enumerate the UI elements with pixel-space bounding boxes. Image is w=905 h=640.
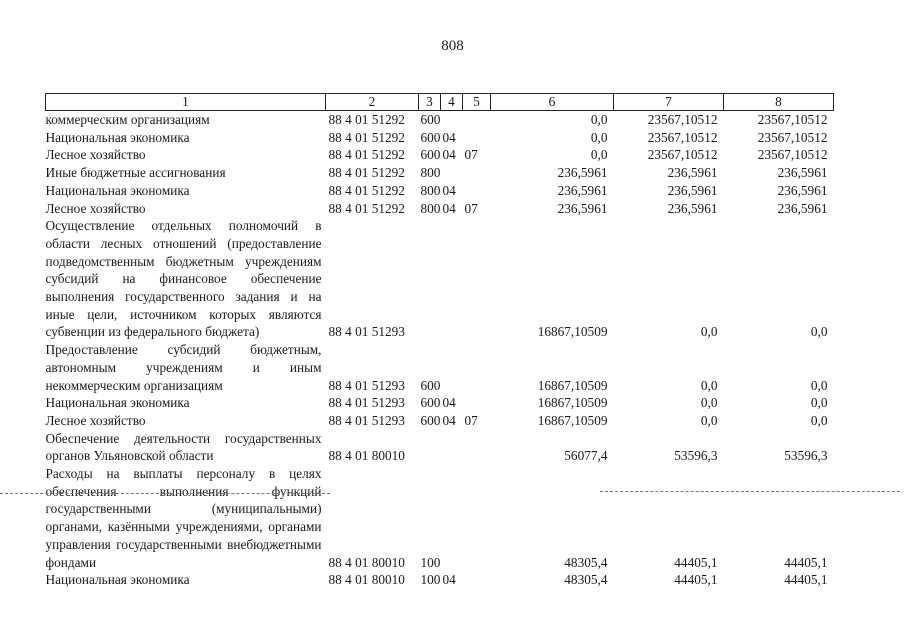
table-row <box>46 571 834 589</box>
row-expense-type: 100 <box>420 572 441 588</box>
header-col-1: 1 <box>46 94 326 111</box>
row-name: Обеспечение деятельности государственных органов Ульяновской области <box>45 430 322 464</box>
header-col-2: 2 <box>326 94 419 111</box>
row-name: Лесное хозяйство <box>45 147 146 163</box>
row-value-7: 0,0 <box>700 377 718 393</box>
table-row <box>46 146 834 164</box>
row-expense-type: 600 <box>420 129 441 145</box>
row-value-6: 0,0 <box>590 147 608 163</box>
row-target-article: 88 4 01 80010 <box>328 554 405 570</box>
table-row <box>46 200 834 218</box>
row-name: Иные бюджетные ассигнования <box>45 165 226 181</box>
row-value-8: 23567,10512 <box>757 129 828 145</box>
row-value-7: 44405,1 <box>674 554 718 570</box>
row-section: 04 <box>442 200 456 216</box>
row-name: коммерческим организациям <box>45 112 210 127</box>
row-value-6: 0,0 <box>590 129 608 145</box>
row-value-7: 236,5961 <box>667 182 718 198</box>
row-name: Национальная экономика <box>45 129 190 145</box>
row-value-8: 0,0 <box>810 324 828 340</box>
row-expense-type: 800 <box>420 182 441 198</box>
row-target-article: 88 4 01 51293 <box>328 412 405 428</box>
row-expense-type: 600 <box>420 112 441 127</box>
row-name: Расходы на выплаты персоналу в целях обеспечения выполнения функций государственными (муниципальными) органами, казёнными учреждениями, органами управления государственными внебюджетными фондами <box>45 466 322 570</box>
header-col-7: 7 <box>614 94 724 111</box>
table-row <box>46 182 834 200</box>
row-value-6: 16867,10509 <box>537 395 608 411</box>
row-name: Лесное хозяйство <box>45 200 146 216</box>
table-row <box>46 430 834 465</box>
row-name: Предоставление субсидий бюджетным, автономным учреждениям и иным некоммерческим организациям <box>45 342 322 393</box>
row-value-8: 236,5961 <box>777 182 828 198</box>
row-name: Национальная экономика <box>45 182 190 198</box>
row-subsection <box>463 341 491 394</box>
row-target-article: 88 4 01 51293 <box>328 395 405 411</box>
row-expense-type: 600 <box>420 147 441 163</box>
row-value-7: 236,5961 <box>667 200 718 216</box>
row-value-6: 236,5961 <box>557 165 608 181</box>
row-value-8: 44405,1 <box>784 572 828 588</box>
row-subsection <box>463 129 491 147</box>
row-expense-type: 600 <box>420 377 441 393</box>
row-name: Национальная экономика <box>45 572 190 588</box>
row-value-6: 16867,10509 <box>537 324 608 340</box>
row-expense-type: 600 <box>420 395 441 411</box>
row-target-article: 88 4 01 51293 <box>328 324 405 340</box>
row-target-article: 88 4 01 51292 <box>328 129 405 145</box>
row-subsection <box>463 465 491 571</box>
row-value-6: 48305,4 <box>564 554 608 570</box>
row-target-article: 88 4 01 51292 <box>328 112 405 127</box>
row-expense-type: 800 <box>420 200 441 216</box>
row-name: Осуществление отдельных полномочий в области лесных отношений (предоставление подведомственным бюджетным учреждениям субсидий на финансовое обеспечение выполнения государственного задания и на иные цели, источником которых являются субвенции из федерального бюджета) <box>45 218 322 340</box>
row-value-7: 44405,1 <box>674 572 718 588</box>
row-expense-type: 600 <box>420 412 441 428</box>
row-expense-type: 100 <box>420 554 441 570</box>
table-row <box>46 394 834 412</box>
row-section: 04 <box>442 129 456 145</box>
row-section: 04 <box>442 182 456 198</box>
row-subsection: 07 <box>464 200 478 216</box>
row-name: Национальная экономика <box>45 395 190 411</box>
table-row <box>46 412 834 430</box>
header-col-6: 6 <box>491 94 614 111</box>
row-section <box>441 465 463 571</box>
row-expense-type <box>419 430 441 465</box>
row-value-6: 236,5961 <box>557 182 608 198</box>
row-subsection: 07 <box>464 147 478 163</box>
header-col-4: 4 <box>441 94 463 111</box>
row-subsection <box>463 430 491 465</box>
row-value-7: 23567,10512 <box>647 129 718 145</box>
row-value-7: 236,5961 <box>667 165 718 181</box>
row-value-6: 0,0 <box>590 112 608 127</box>
row-target-article: 88 4 01 51292 <box>328 165 405 181</box>
row-expense-type <box>419 217 441 341</box>
scan-artifact-line <box>600 491 900 492</box>
table-row <box>46 164 834 182</box>
header-col-8: 8 <box>724 94 834 111</box>
row-value-8: 23567,10512 <box>757 112 828 127</box>
table-row <box>46 341 834 394</box>
row-section <box>441 111 463 129</box>
row-subsection <box>463 571 491 589</box>
row-value-6: 56077,4 <box>564 448 608 464</box>
table-header-row <box>46 94 834 111</box>
row-value-6: 236,5961 <box>557 200 608 216</box>
row-value-7: 23567,10512 <box>647 112 718 127</box>
row-target-article: 88 4 01 51292 <box>328 182 405 198</box>
row-subsection <box>463 217 491 341</box>
row-value-7: 23567,10512 <box>647 147 718 163</box>
row-name: Лесное хозяйство <box>45 412 146 428</box>
row-section: 04 <box>442 572 456 588</box>
scan-artifact-line <box>0 493 330 494</box>
row-section <box>441 341 463 394</box>
row-value-8: 44405,1 <box>784 554 828 570</box>
table-row <box>46 111 834 129</box>
row-value-6: 16867,10509 <box>537 412 608 428</box>
row-value-8: 23567,10512 <box>757 147 828 163</box>
row-section: 04 <box>442 147 456 163</box>
row-target-article: 88 4 01 51292 <box>328 147 405 163</box>
row-subsection: 07 <box>464 412 478 428</box>
row-target-article: 88 4 01 80010 <box>328 572 405 588</box>
row-value-7: 0,0 <box>700 395 718 411</box>
row-target-article: 88 4 01 80010 <box>328 448 405 464</box>
table-row <box>46 217 834 341</box>
row-value-8: 0,0 <box>810 395 828 411</box>
header-col-5: 5 <box>463 94 491 111</box>
table-row <box>46 465 834 571</box>
row-section <box>441 430 463 465</box>
row-value-8: 0,0 <box>810 377 828 393</box>
row-section: 04 <box>442 395 456 411</box>
budget-table <box>45 93 834 589</box>
row-subsection <box>463 164 491 182</box>
row-section: 04 <box>442 412 456 428</box>
row-target-article: 88 4 01 51292 <box>328 200 405 216</box>
row-section <box>441 217 463 341</box>
row-value-8: 0,0 <box>810 412 828 428</box>
row-subsection <box>463 394 491 412</box>
row-value-7: 53596,3 <box>674 448 718 464</box>
row-subsection <box>463 182 491 200</box>
row-value-8: 236,5961 <box>777 165 828 181</box>
row-value-8: 236,5961 <box>777 200 828 216</box>
row-section <box>441 164 463 182</box>
row-value-6: 16867,10509 <box>537 377 608 393</box>
table-row <box>46 129 834 147</box>
row-value-6: 48305,4 <box>564 572 608 588</box>
row-target-article: 88 4 01 51293 <box>328 377 405 393</box>
row-value-7: 0,0 <box>700 324 718 340</box>
row-value-8: 53596,3 <box>784 448 828 464</box>
row-expense-type: 800 <box>420 165 441 181</box>
header-col-3: 3 <box>419 94 441 111</box>
row-value-7: 0,0 <box>700 412 718 428</box>
row-subsection <box>463 111 491 129</box>
page-number: 808 <box>441 38 464 54</box>
